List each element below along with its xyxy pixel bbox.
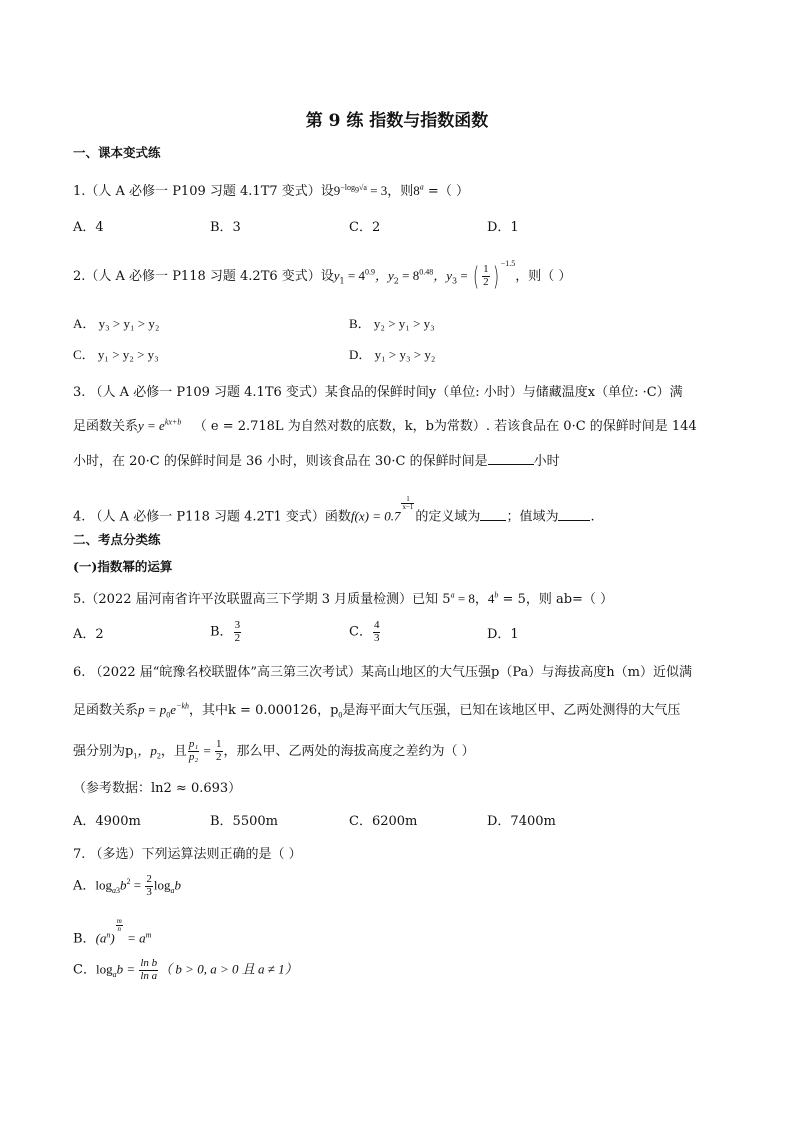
q7-option-a: A．$\log_{a3}b^2$ = $\frac{2}{3}$ $\log_ab$ — [73, 873, 181, 898]
question-6-line-2: 足函数关系$p = p_0e^{-kh}$，其中k = 0.000126，$p_0$是海平面大气压强，已知在该地区甲、乙两处测得的大气压 — [73, 701, 681, 720]
question-3-line-1: 3. （人 A 必修一 P109 习题 4.1T6 变式）某食品的保鲜时间y（单位: 小时）与储藏温度x（单位: ·C）满 — [73, 385, 683, 400]
q6-option-c: C．6200m — [349, 814, 418, 829]
q1-option-a: A．4 — [73, 220, 104, 235]
q2-option-a: A． y₃ > y₁ > y₂ — [73, 316, 160, 331]
q2-option-c: C． y₁ > y₂ > y₃ — [73, 347, 159, 362]
q5-option-b: B． $\frac{3}{2}$ — [210, 619, 241, 644]
section-heading-2: 二、考点分类练 — [73, 532, 161, 547]
question-3-line-3: 小时，在 20·C 的保鲜时间是 36 小时，则该食品在 30·C 的保鲜时间是 小时 — [73, 454, 560, 469]
question-7: 7. （多选）下列运算法则正确的是（ ） — [73, 847, 302, 862]
question-2: 2.（人 A 必修一 P118 习题 4.2T6 变式）设$y_1 = 4^{0.9}$，$y_2 = 8^{0.48}$，$y_3$ = ( $\frac{1}{2}$ ) $^{-1.5}$，则（ ） — [73, 259, 572, 292]
question-5: 5.（2022 届河南省许平汝联盟高三下学期 3 月质量检测）已知 $5^a = 8$，$4^b = 5$，则 ab=（ ） — [73, 590, 614, 607]
q5-option-d: D．1 — [487, 627, 519, 642]
q7-option-c: C．$\log_ab$ = $\frac{\text{ln b}}{\text{ln a}}$ （ b > 0, a > 0 且 a ≠ 1） — [73, 957, 298, 982]
q6-option-d: D．7400m — [487, 814, 556, 829]
question-6-line-3: 强分别为$p_1$，$p_2$，且 $\frac{\text{p₁}}{\text{p₂}}$ = $\frac{1}{2}$ ，那么甲、乙两处的海拔高度之差约为（ ） — [73, 738, 475, 763]
q1-option-b: B．3 — [210, 220, 241, 235]
question-6-reference: （参考数据：ln2 ≈ 0.693） — [73, 781, 242, 796]
page-title: 第 9 练 指数与指数函数 — [305, 111, 489, 131]
q7-option-b: B．$(a^n)$ $^{\frac{m}{n}}$ = $a^m$ — [73, 917, 152, 947]
question-1: 1.（人 A 必修一 P109 习题 4.1T7 变式）设$9^{-log_9√a} = 3$，则$8^a$ =（ ） — [73, 182, 469, 199]
q6-option-a: A．4900m — [73, 814, 141, 829]
question-4: 4. （人 A 必修一 P118 习题 4.2T1 变式）函数f(x) = 0.7 $^{\frac{1}{x-1}}$ 的定义域为 ；值域为 . — [73, 495, 595, 525]
section-heading-1: 一、课本变式练 — [73, 145, 161, 160]
q1-option-d: D．1 — [487, 220, 519, 235]
subsection-heading-1: (一)指数幂的运算 — [73, 559, 173, 574]
question-3-line-2: 足函数关系$y = e^{kx+b}$ （ e = 2.718L 为自然对数的底数，k，b为常数）. 若该食品在 0·C 的保鲜时间是 144 — [73, 417, 697, 434]
q2-option-b: B． y₂ > y₁ > y₃ — [349, 316, 435, 331]
q5-option-c: C． $\frac{4}{3}$ — [349, 619, 380, 644]
q1-option-c: C．2 — [349, 220, 381, 235]
question-6-line-1: 6. （2022 届“皖豫名校联盟体”高三第三次考试）某高山地区的大气压强p（Pa）与海拔高度h（m）近似满 — [73, 665, 692, 680]
q2-option-d: D． y₁ > y₃ > y₂ — [349, 347, 436, 362]
q6-option-b: B．5500m — [210, 814, 278, 829]
q5-option-a: A．2 — [73, 627, 104, 642]
